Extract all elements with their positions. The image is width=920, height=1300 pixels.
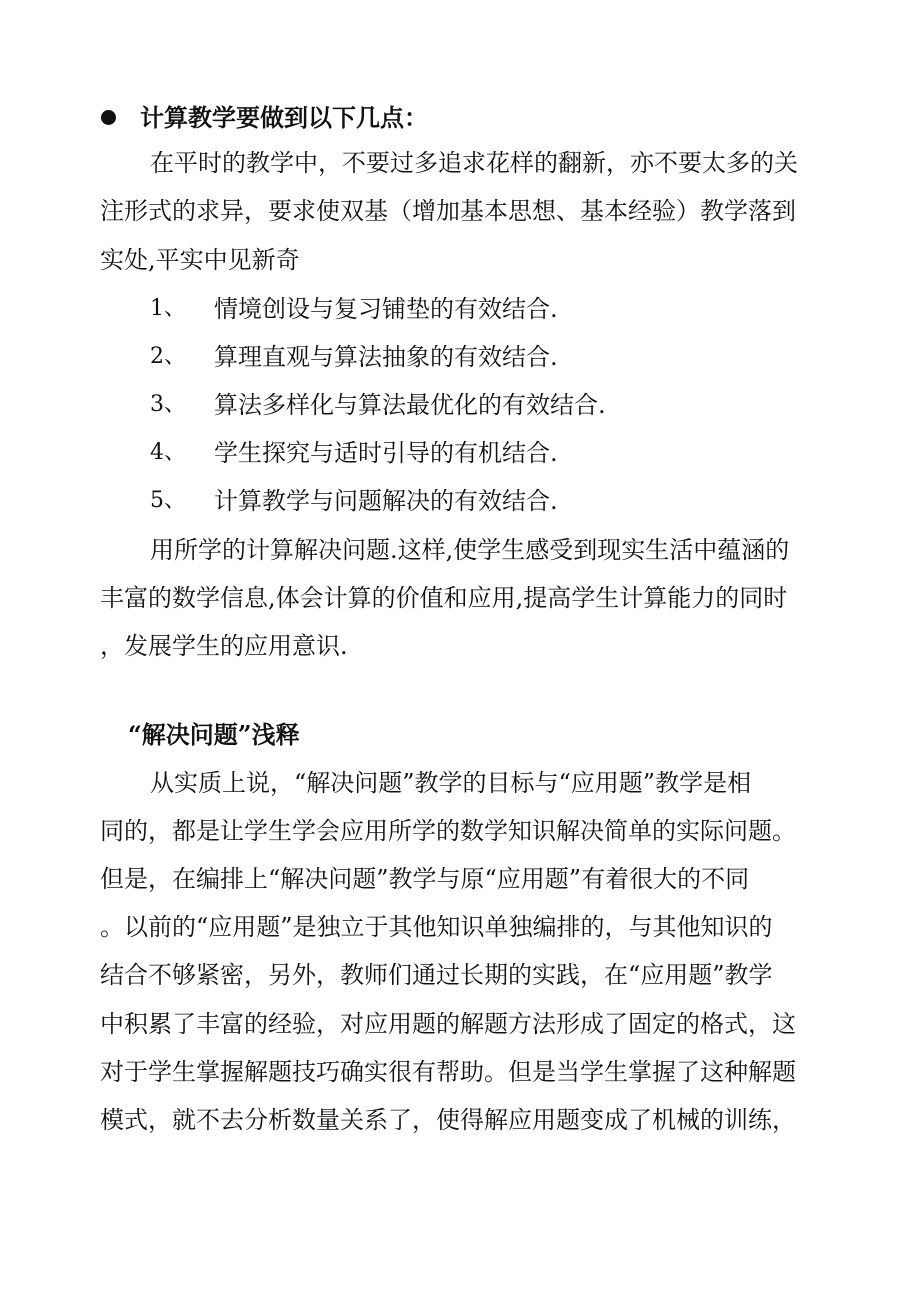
list-item-number: 4、: [150, 440, 186, 465]
intro-line: 注形式的求异，要求使双基（增加基本思想、基本经验）教学落到: [100, 197, 796, 225]
body-line: 从实质上说，“解决问题”教学的目标与“应用题”教学是相: [150, 769, 752, 797]
list-item-number: 1、: [150, 296, 186, 321]
list-item-text: 算理直观与算法抽象的有效结合.: [214, 343, 558, 371]
list-item-number: 5、: [150, 488, 186, 513]
body-line: 。以前的“应用题”是独立于其他知识单独编排的，与其他知识的: [100, 913, 773, 941]
list-item-number: 2、: [150, 344, 186, 369]
list-item-text: 计算教学与问题解决的有效结合.: [214, 487, 558, 515]
section-heading: “解决问题”浅释: [128, 720, 300, 749]
body-line: 模式，就不去分析数量关系了，使得解应用题变成了机械的训练，: [100, 1106, 796, 1134]
list-item-number: 3、: [150, 392, 186, 417]
list-item-text: 学生探究与适时引导的有机结合.: [214, 439, 558, 467]
list-item-text: 算法多样化与算法最优化的有效结合.: [214, 391, 606, 419]
body-line: 结合不够紧密，另外，教师们通过长期的实践，在“应用题”教学: [100, 961, 773, 989]
conclusion-line: 丰富的数学信息,体会计算的价值和应用,提高学生计算能力的同时: [100, 584, 788, 612]
conclusion-line: 用所学的计算解决问题.这样,使学生感受到现实生活中蕴涵的: [150, 536, 790, 564]
body-line: 同的，都是让学生学会应用所学的数学知识解决简单的实际问题。: [100, 817, 796, 845]
body-line: 对于学生掌握解题技巧确实很有帮助。但是当学生掌握了这种解题: [100, 1058, 796, 1086]
intro-line: 实处,平实中见新奇: [100, 246, 300, 274]
list-item-text: 情境创设与复习铺垫的有效结合.: [214, 295, 558, 323]
conclusion-line: ，发展学生的应用意识.: [100, 632, 348, 660]
body-line: 但是，在编排上“解决问题”教学与原“应用题”有着很大的不同: [100, 865, 750, 893]
intro-line: 在平时的教学中，不要过多追求花样的翻新，亦不要太多的关: [150, 149, 798, 177]
bullet-heading: 计算教学要做到以下几点：: [140, 103, 428, 132]
bullet-dot-icon: [101, 110, 116, 125]
body-line: 中积累了丰富的经验，对应用题的解题方法形成了固定的格式，这: [100, 1010, 796, 1038]
